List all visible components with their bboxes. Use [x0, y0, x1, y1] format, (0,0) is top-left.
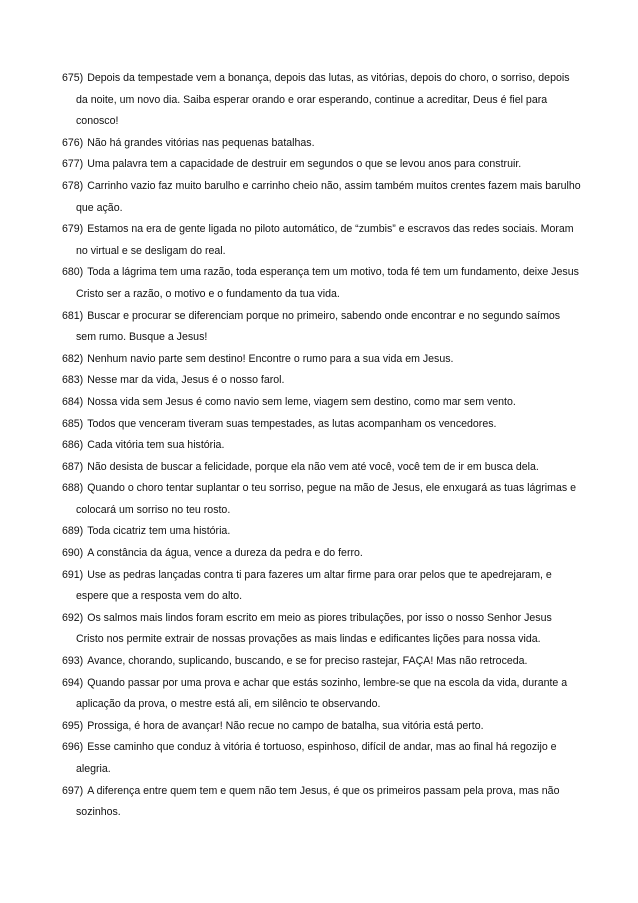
item-text: Depois da tempestade vem a bonança, depois das lutas, as vitórias, depois do choro, o sorriso, depois da noite, um novo dia. Saiba esperar orando e orar esperando, continue a acreditar, Deus é fiel para conosco!: [76, 72, 570, 128]
item-text: Quando o choro tentar suplantar o teu sorriso, pegue na mão de Jesus, ele enxugará as tuas lágrimas e colocará um sorriso no teu rosto.: [76, 482, 576, 516]
list-item: [62, 262, 582, 305]
item-text: Nossa vida sem Jesus é como navio sem leme, viagem sem destino, como mar sem vento.: [87, 395, 516, 408]
item-text: Nenhum navio parte sem destino! Encontre o rumo para a sua vida em Jesus.: [87, 352, 454, 365]
list-item: [62, 219, 582, 262]
item-text: A diferença entre quem tem e quem não tem Jesus, é que os primeiros passam pela prova, mas não sozinhos.: [76, 784, 560, 819]
item-text: Estamos na era de gente ligada no piloto automático, de “zumbis” e escravos das redes sociais. Moram no virtual e se desligam do real.: [76, 223, 574, 257]
item-number: 687): [62, 460, 84, 473]
item-text: Não há grandes vitórias nas pequenas batalhas.: [87, 136, 315, 149]
item-number: 691): [62, 568, 84, 581]
item-text: A constância da água, vence a dureza da pedra e do ferro.: [87, 547, 363, 560]
item-text: Todos que venceram tiveram suas tempestades, as lutas acompanham os vencedores.: [87, 417, 497, 430]
list-item: [62, 543, 582, 565]
item-number: 690): [62, 547, 84, 560]
item-text: Use as pedras lançadas contra ti para fazeres um altar firme para orar pelos que te apedrejaram, e espere que a resposta vem do alto.: [76, 568, 552, 603]
list-item: [62, 306, 582, 349]
list-item: [62, 716, 582, 738]
item-text: Os salmos mais lindos foram escrito em meio as piores tribulações, por isso o nosso Senhor Jesus Cristo nos permite extrair de nossas provações as mais lindas e edificantes lições para nossa vida.: [76, 611, 552, 646]
list-item: [62, 673, 582, 716]
item-text: Nesse mar da vida, Jesus é o nosso farol.: [87, 374, 285, 387]
item-number: 688): [62, 482, 84, 495]
item-number: 689): [62, 525, 84, 538]
list-item: [62, 478, 582, 521]
quote-list: [62, 68, 582, 824]
list-item: [62, 68, 582, 133]
item-text: Uma palavra tem a capacidade de destruir em segundos o que se levou anos para construir.: [87, 158, 522, 171]
item-number: 677): [62, 158, 84, 171]
list-item: [62, 392, 582, 414]
list-item: [62, 781, 582, 824]
item-number: 697): [62, 784, 84, 797]
list-item: [62, 737, 582, 780]
item-number: 692): [62, 611, 84, 624]
item-text: Toda a lágrima tem uma razão, toda esperança tem um motivo, toda fé tem um fundamento, deixe Jesus Cristo ser a razão, o motivo e o fundamento da tua vida.: [76, 266, 579, 300]
list-item: [62, 608, 582, 651]
item-text: Esse caminho que conduz à vitória é tortuoso, espinhoso, difícil de andar, mas ao final há regozijo e alegria.: [76, 741, 557, 775]
list-item: [62, 370, 582, 392]
item-text: Carrinho vazio faz muito barulho e carrinho cheio não, assim também muitos crentes fazem mais barulho que ação.: [76, 179, 581, 214]
item-number: 694): [62, 676, 84, 689]
item-text: Não desista de buscar a felicidade, porque ela não vem até você, você tem de ir em busca dela.: [87, 460, 539, 473]
list-item: [62, 457, 582, 479]
item-text: Toda cicatriz tem uma história.: [87, 525, 231, 538]
list-item: [62, 154, 582, 176]
list-item: [62, 176, 582, 219]
list-item: [62, 651, 582, 673]
item-text: Cada vitória tem sua história.: [87, 439, 225, 452]
list-item: [62, 565, 582, 608]
item-number: 682): [62, 352, 84, 365]
item-number: 680): [62, 266, 84, 279]
item-number: 676): [62, 136, 84, 149]
item-number: 679): [62, 223, 84, 236]
item-number: 685): [62, 417, 84, 430]
item-number: 675): [62, 72, 84, 84]
item-number: 686): [62, 439, 84, 452]
list-item: [62, 349, 582, 371]
item-number: 683): [62, 374, 84, 387]
item-number: 684): [62, 395, 84, 408]
item-number: 681): [62, 309, 84, 322]
item-number: 678): [62, 179, 84, 192]
item-number: 695): [62, 719, 84, 732]
list-item: [62, 133, 582, 155]
list-item: [62, 414, 582, 436]
list-item: [62, 435, 582, 457]
list-item: [62, 521, 582, 543]
item-text: Buscar e procurar se diferenciam porque no primeiro, sabendo onde encontrar e no segundo saímos sem rumo. Busque a Jesus!: [76, 309, 561, 344]
item-text: Prossiga, é hora de avançar! Não recue no campo de batalha, sua vitória está perto.: [87, 719, 484, 732]
item-text: Avance, chorando, suplicando, buscando, e se for preciso rastejar, FAÇA! Mas não retroceda.: [87, 655, 528, 668]
item-number: 696): [62, 741, 84, 754]
item-number: 693): [62, 655, 84, 668]
item-text: Quando passar por uma prova e achar que estás sozinho, lembre-se que na escola da vida, durante a aplicação da prova, o mestre está ali, em silêncio te observando.: [76, 676, 568, 711]
